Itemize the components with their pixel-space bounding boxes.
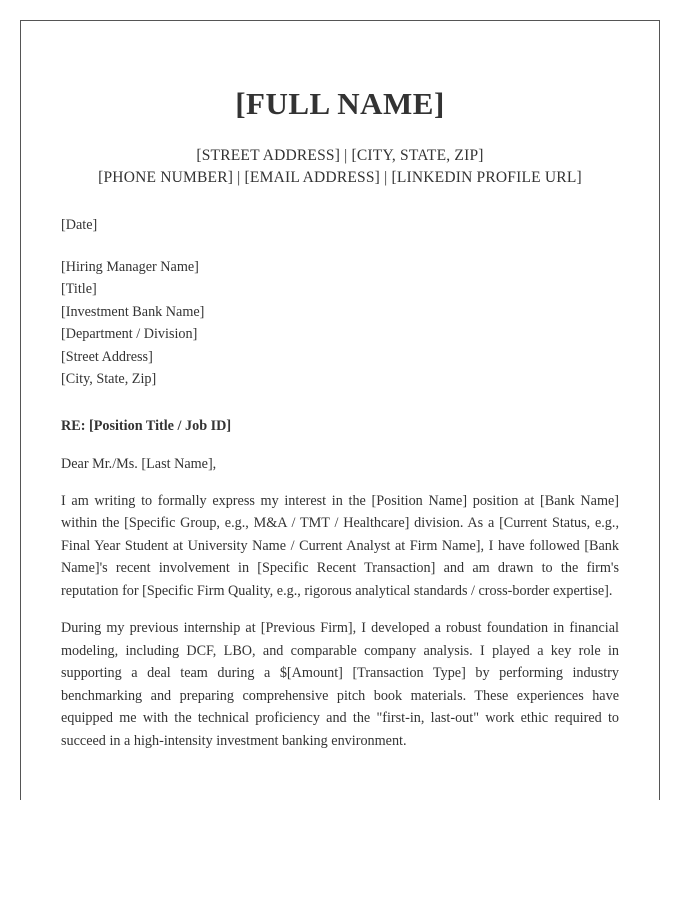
body-paragraph-1: I am writing to formally express my interest in the [Position Name] position at [Bank Name] within the [Specific Group, e.g., M&A / TMT / Healthcare] division. As a [Current Status, e.g., Final Year Student at University Name / Current Analyst at Firm Name], I have followed [Bank Name]'s recent involvement in [Specific Recent Transaction] and am drawn to the firm's reputation for [Specific Firm Quality, e.g., rigorous analytical standards / cross-border expertise].	[61, 492, 619, 599]
letter-date: [Date]	[61, 217, 98, 233]
recipient-block	[61, 256, 619, 391]
recipient-street: [Street Address]	[61, 348, 153, 365]
letter-body	[21, 214, 659, 752]
letter-page	[20, 20, 660, 800]
subject-line: RE: [Position Title / Job ID]	[61, 417, 232, 434]
contact-line: [PHONE NUMBER] | [EMAIL ADDRESS] | [LINKEDIN PROFILE URL]	[98, 169, 582, 186]
applicant-name: [FULL NAME]	[235, 86, 445, 121]
recipient-city: [City, State, Zip]	[61, 371, 157, 387]
recipient-name: [Hiring Manager Name]	[61, 258, 199, 275]
address-line: [STREET ADDRESS] | [CITY, STATE, ZIP]	[196, 147, 484, 164]
salutation: Dear Mr./Ms. [Last Name],	[61, 456, 217, 472]
contact-block	[21, 145, 659, 189]
recipient-department: [Department / Division]	[61, 326, 198, 342]
recipient-bank: [Investment Bank Name]	[61, 303, 205, 320]
body-paragraph-2: During my previous internship at [Previous Firm], I developed a robust foundation in financial modeling, including DCF, LBO, and comparable company analysis. I played a key role in supporting a deal team during a $[Amount] [Transaction Type] by performing industry benchmarking and preparing comprehensive pitch book materials. These experiences have equipped me with the technical proficiency and the "first-in, last-out" work ethic required to succeed in a high-intensity investment banking environment.	[61, 620, 619, 749]
recipient-title: [Title]	[61, 281, 97, 297]
